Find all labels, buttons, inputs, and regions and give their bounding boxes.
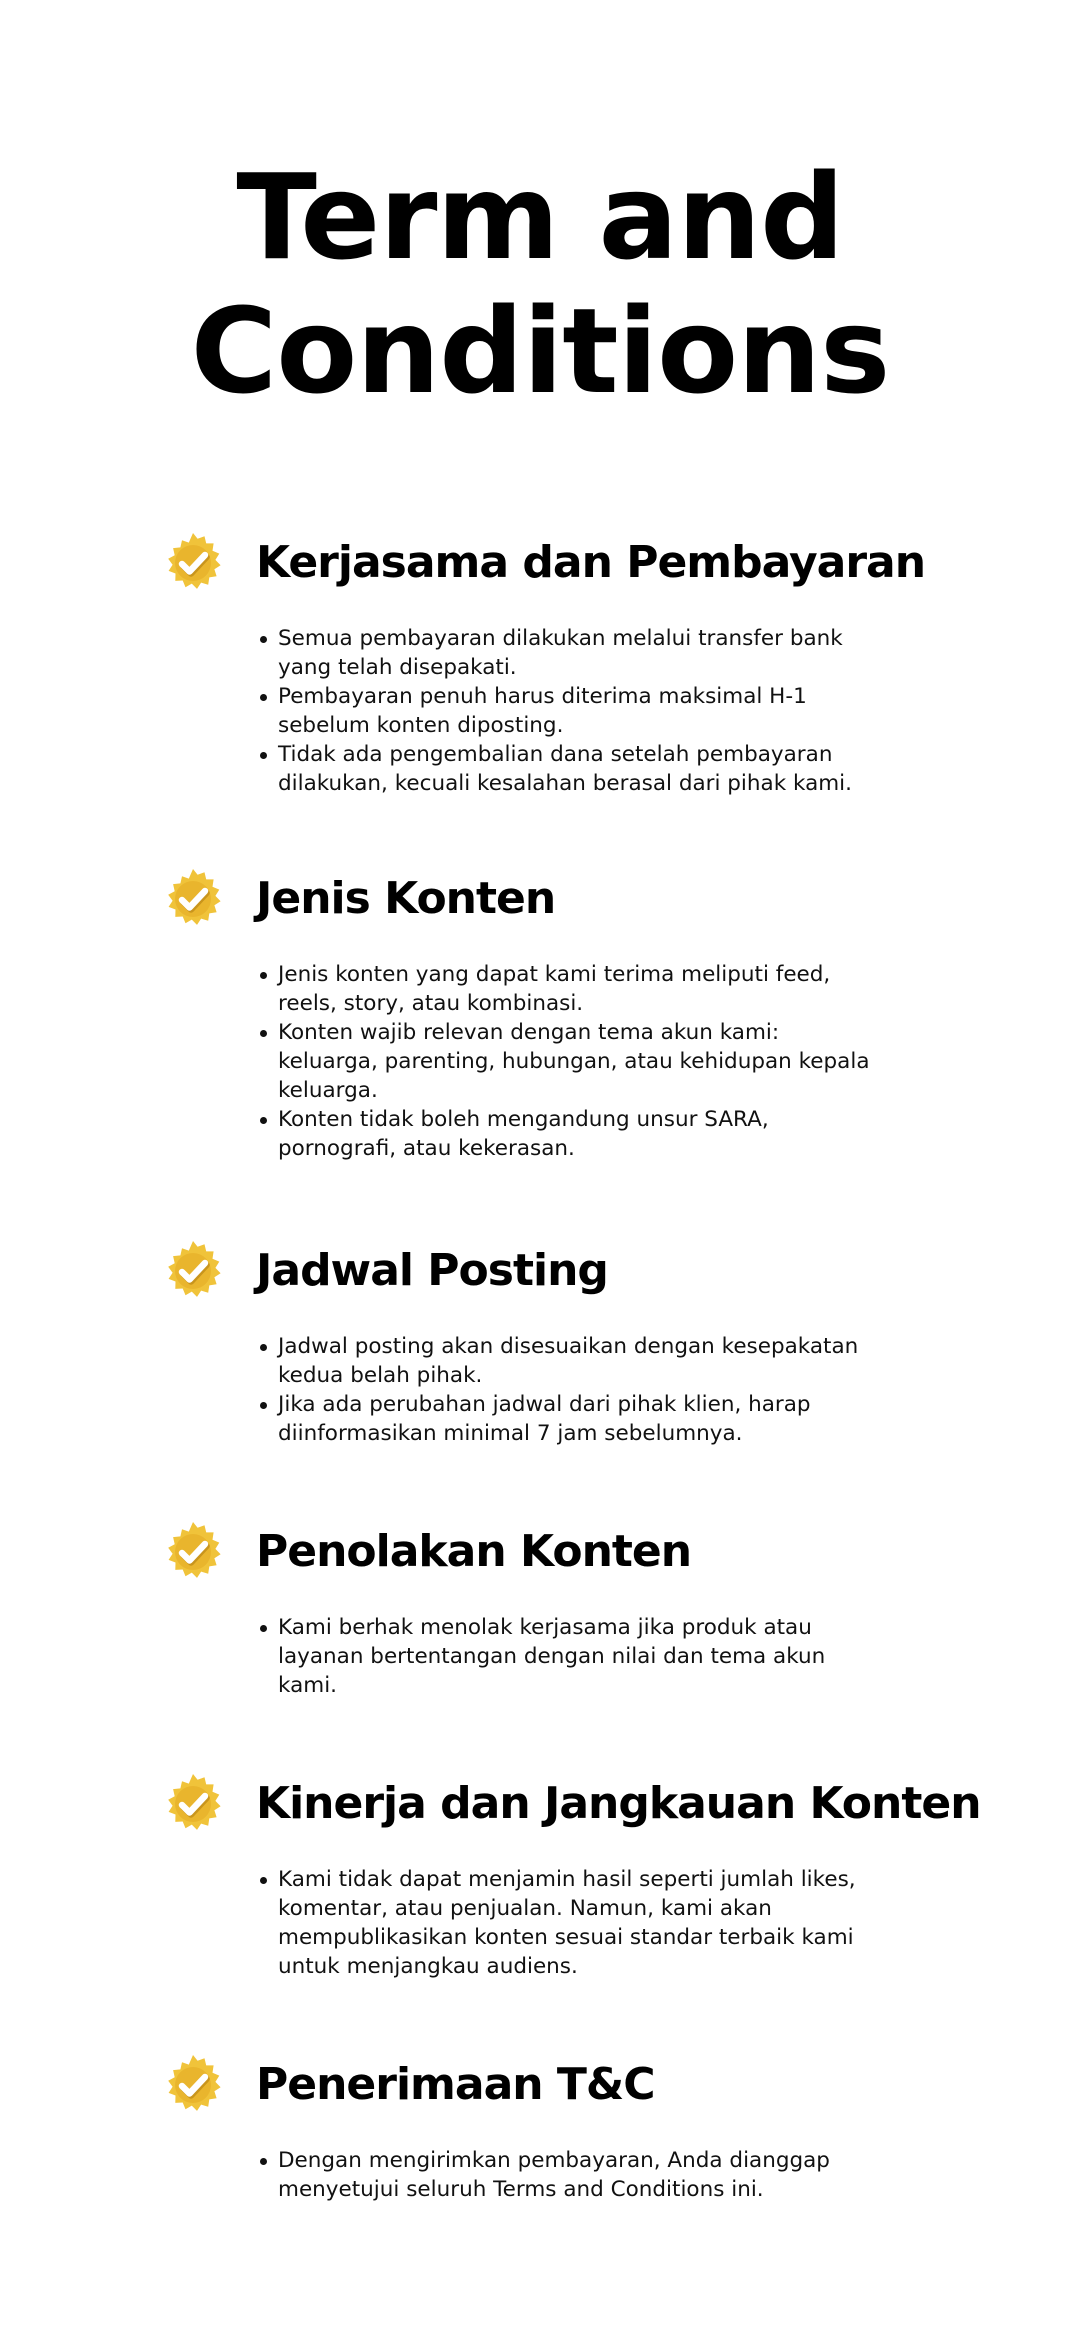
check-badge-icon: [162, 532, 224, 594]
section-heading: Penolakan Konten: [256, 1526, 692, 1577]
list-item: Pembayaran penuh harus diterima maksimal H-1 sebelum konten diposting.: [278, 682, 878, 740]
list-item: Jika ada perubahan jadwal dari pihak klien, harap diinformasikan minimal 7 jam sebelumnya.: [278, 1390, 878, 1448]
list-item: Semua pembayaran dilakukan melalui transfer bank yang telah disepakati.: [278, 624, 878, 682]
bullet-list: [278, 1613, 878, 1700]
list-item: Kami berhak menolak kerjasama jika produk atau layanan bertentangan dengan nilai dan tema akun kami.: [278, 1613, 878, 1700]
check-badge-icon: [162, 1773, 224, 1835]
list-item: Tidak ada pengembalian dana setelah pembayaran dilakukan, kecuali kesalahan berasal dari pihak kami.: [278, 740, 878, 798]
list-item: Konten tidak boleh mengandung unsur SARA, pornografi, atau kekerasan.: [278, 1105, 878, 1163]
page-title-line-2: Conditions: [190, 282, 890, 420]
bullet-list: [278, 624, 878, 798]
check-badge-icon: [162, 1521, 224, 1583]
list-item: Jadwal posting akan disesuaikan dengan kesepakatan kedua belah pihak.: [278, 1332, 878, 1390]
section-heading: Jenis Konten: [256, 873, 556, 924]
bullet-list: [278, 2146, 878, 2204]
check-badge-icon: [162, 1240, 224, 1302]
list-item: Dengan mengirimkan pembayaran, Anda dianggap menyetujui seluruh Terms and Conditions ini.: [278, 2146, 878, 2204]
page-title-line-1: Term and: [236, 148, 844, 286]
section-heading: Jadwal Posting: [256, 1245, 608, 1296]
list-item: Jenis konten yang dapat kami terima meliputi feed, reels, story, atau kombinasi.: [278, 960, 878, 1018]
list-item: Kami tidak dapat menjamin hasil seperti jumlah likes, komentar, atau penjualan. Namun, kami akan mempublikasikan konten sesuai standar terbaik kami untuk menjangkau audiens.: [278, 1865, 878, 1981]
section-heading: Kinerja dan Jangkauan Konten: [256, 1778, 981, 1829]
check-badge-icon: [162, 2054, 224, 2116]
bullet-list: [278, 960, 878, 1163]
section-heading: Penerimaan T&C: [256, 2059, 655, 2110]
page-title: [0, 150, 1080, 418]
section-heading: Kerjasama dan Pembayaran: [256, 537, 926, 588]
check-badge-icon: [162, 868, 224, 930]
bullet-list: [278, 1332, 878, 1448]
list-item: Konten wajib relevan dengan tema akun kami: keluarga, parenting, hubungan, atau kehidupan kepala keluarga.: [278, 1018, 878, 1105]
bullet-list: [278, 1865, 878, 1981]
